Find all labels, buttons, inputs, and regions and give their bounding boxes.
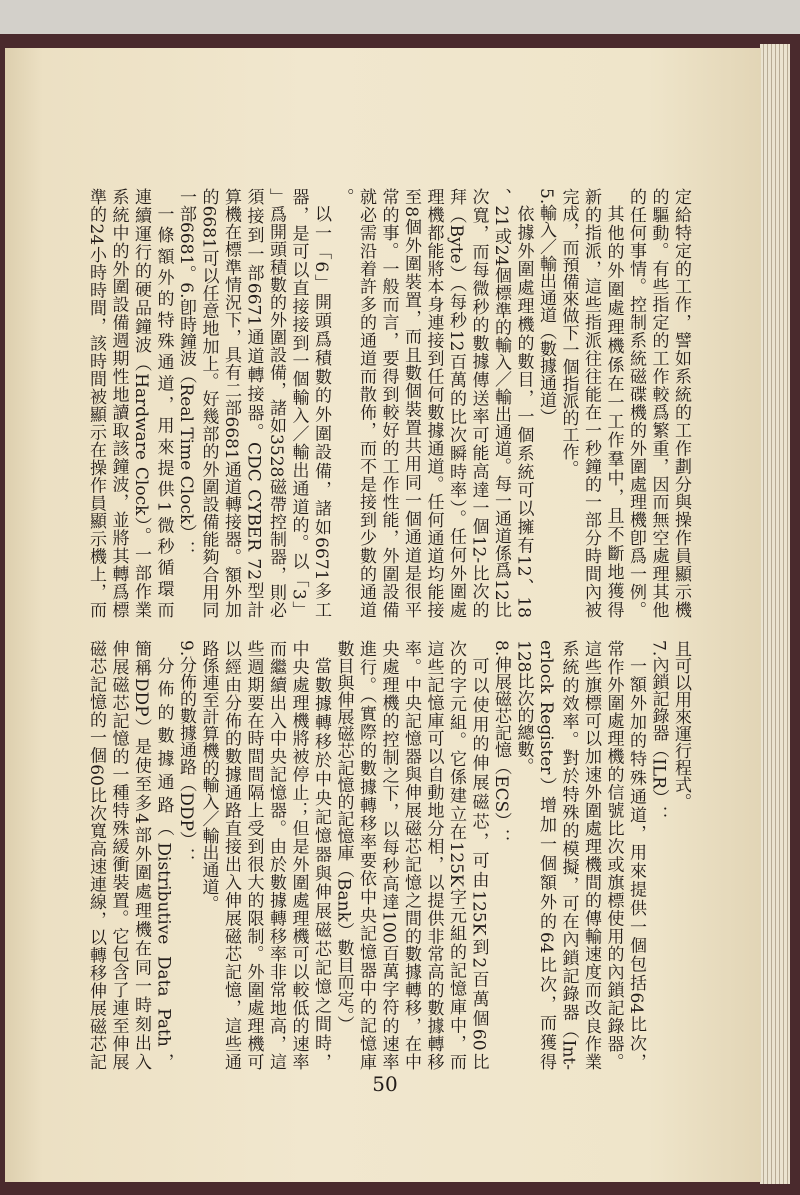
section-heading: 一部6681。6.卽時鐘波（Real Time Clock）：: [176, 188, 196, 559]
text-column: 須接到一部6671通道轉接器。CDC CYBER 72型計: [243, 188, 264, 618]
text-column: 系統的效率。對於特殊的模擬，可在內鎖記錄器（Int-: [558, 640, 579, 1070]
text-column: 定給特定的工作，譬如系統的工作劃分與操作員顯示機: [671, 188, 691, 618]
text-column: 數目與伸展磁芯記憶的記憶庫（Bank）數目而定。）: [333, 640, 354, 1033]
text-column: 率。中央記憶器與伸展磁芯記憶之間的數據轉移，在中: [401, 640, 421, 1070]
text-column: 的任何事情。控制系統磁碟機的外圍處理機卽爲一例。: [626, 188, 646, 618]
text-column: 拜（Byte）（每秒12百萬的比次瞬時率）。任何外圍處: [446, 188, 466, 618]
text-column: 新的指派，這些指派往往能在一秒鐘的一部分時間內被: [581, 188, 601, 618]
text-column: 這些旗標可以加速外圍處理機間的傳輸速度而改良作業: [581, 640, 601, 1070]
text-column: 當數據轉移於中央記憶器與伸展磁芯記憶之間時，: [311, 657, 331, 1070]
text-column: 的6681可以任意地加上。好幾部的外圍設備能夠合用同: [198, 188, 219, 618]
text-column: 128比次的總數。: [513, 640, 534, 775]
text-column: 次寬，而每微秒的數據傳送率可能高達一個12-比次的: [468, 188, 489, 618]
text-column: 器，是可以直接接到一個輸入／輸出通道的。以「3」: [288, 188, 309, 618]
text-column: 分佈的數據通路（Distributive Data Path，: [153, 657, 174, 1070]
text-column: 央處理機的控制之下，以每秒高達100百萬字符的速率: [378, 640, 399, 1070]
text-column: 連續運行的硬品鐘波（Hardware Clock）。一部作業: [131, 188, 151, 618]
text-column: 且可以用來運行程式。: [671, 640, 691, 810]
text-column: 就必需沿着許多的通道而散佈，而不是接到少數的通道: [356, 188, 376, 618]
text-column: 而繼續出入中央記憶器。由於數據轉移率非常地高，這: [266, 640, 286, 1070]
text-column: 這些記憶庫可以自動地分相，以提供非常高的數據轉移: [423, 640, 444, 1070]
text-column: 次的字元組。它係建立在125K字元組的記憶庫中，而: [446, 640, 466, 1070]
text-column: 」爲開頭積數的外圍設備，諸如3528磁帶控制器，則必: [266, 188, 286, 618]
text-column: 其他的外圍處理機係在一工作羣中，且不斷地獲得: [603, 205, 624, 618]
text-column: 依據外圍處理機的數目，一個系統可以擁有12、18: [513, 205, 534, 618]
text-column: 可以使用的伸展磁芯，可由125K到2百萬個60比: [468, 657, 489, 1070]
text-column: 些週期要在時間間隔上受到很大的限制。外圍處理機可: [243, 640, 264, 1070]
text-column: 準的24小時時間，該時間被顯示在操作員顯示機上，而: [86, 188, 106, 618]
text-column: 常的事。一般而言，要得到較好的工作性能，外圍設備: [378, 188, 399, 618]
text-column: 的驅動。有些指定的工作較爲繁重，因而無空處理其他: [648, 188, 669, 618]
text-column: 。: [333, 188, 354, 205]
section-heading: 7.內鎖記錄器（ILR）：: [648, 640, 669, 824]
text-column: 簡稱DDP）是使至多4部外圍處理機在同一時刻出入: [131, 640, 151, 1070]
paper-page: [5, 48, 761, 1182]
text-column: 進行。（實際的數據轉移率要依中央記憶器中的記憶庫: [356, 640, 376, 1070]
text-column: 、21或24個標準的輸入／輸出通道。每一通道係爲12比: [491, 188, 511, 618]
text-column: 常作外圍處理機的信號比次或旗標使用的內鎖記錄器。: [603, 640, 624, 1070]
text-column: 一條額外的特殊通道，用來提供1微秒循環而: [153, 205, 174, 618]
text-column: 算機在標準情況下，具有二部6681通道轉接器。額外加: [221, 188, 241, 618]
page-edges: [760, 44, 790, 1184]
upper-text-block: [84, 188, 692, 618]
text-column: erlock Register）增加一個額外的64比次，而獲得: [536, 640, 556, 1070]
section-heading: 8.伸展磁芯記憶（ECS）：: [491, 640, 511, 847]
text-column: 理機都能將本身連接到任何數據通道。任何通道均能接: [423, 188, 444, 618]
section-heading: 5.輸入／輸出通道（數據通道）: [536, 188, 556, 426]
lower-text-block: [84, 640, 692, 1070]
text-column: 伸展磁芯記憶的一種特殊緩衝裝置。它包含了連至伸展: [108, 640, 129, 1070]
text-column: 至8個外圍裝置，而且數個裝置共用同一個通道是很平: [401, 188, 421, 618]
text-column: 以一「6」開頭爲積數的外圍設備，諸如6671多工: [311, 205, 331, 618]
section-heading: 9.分佈的數據通路（DDP）：: [176, 640, 196, 865]
text-column: 完成，而預備來做下一個指派的工作。: [558, 188, 579, 477]
text-column: 系統中的外圍設備週期性地讀取該鐘波，並將其轉爲標: [108, 188, 129, 618]
text-column: 路係連至計算機的輸入／輸出通道。: [198, 640, 219, 912]
text-column: 以經由分佈的數據通路直接出入伸展磁芯記憶，這些通: [221, 640, 241, 1070]
text-column: 磁芯記憶的一個60比次寬高速連線，以轉移伸展磁芯記: [86, 640, 106, 1070]
page-number: 50: [372, 1072, 398, 1096]
text-column: 一額外加的特殊通道，用來提供一個包括64比次，: [626, 657, 646, 1070]
text-column: 中央處理機將被停止；但是外圍處理機可以較低的速率: [288, 640, 309, 1070]
